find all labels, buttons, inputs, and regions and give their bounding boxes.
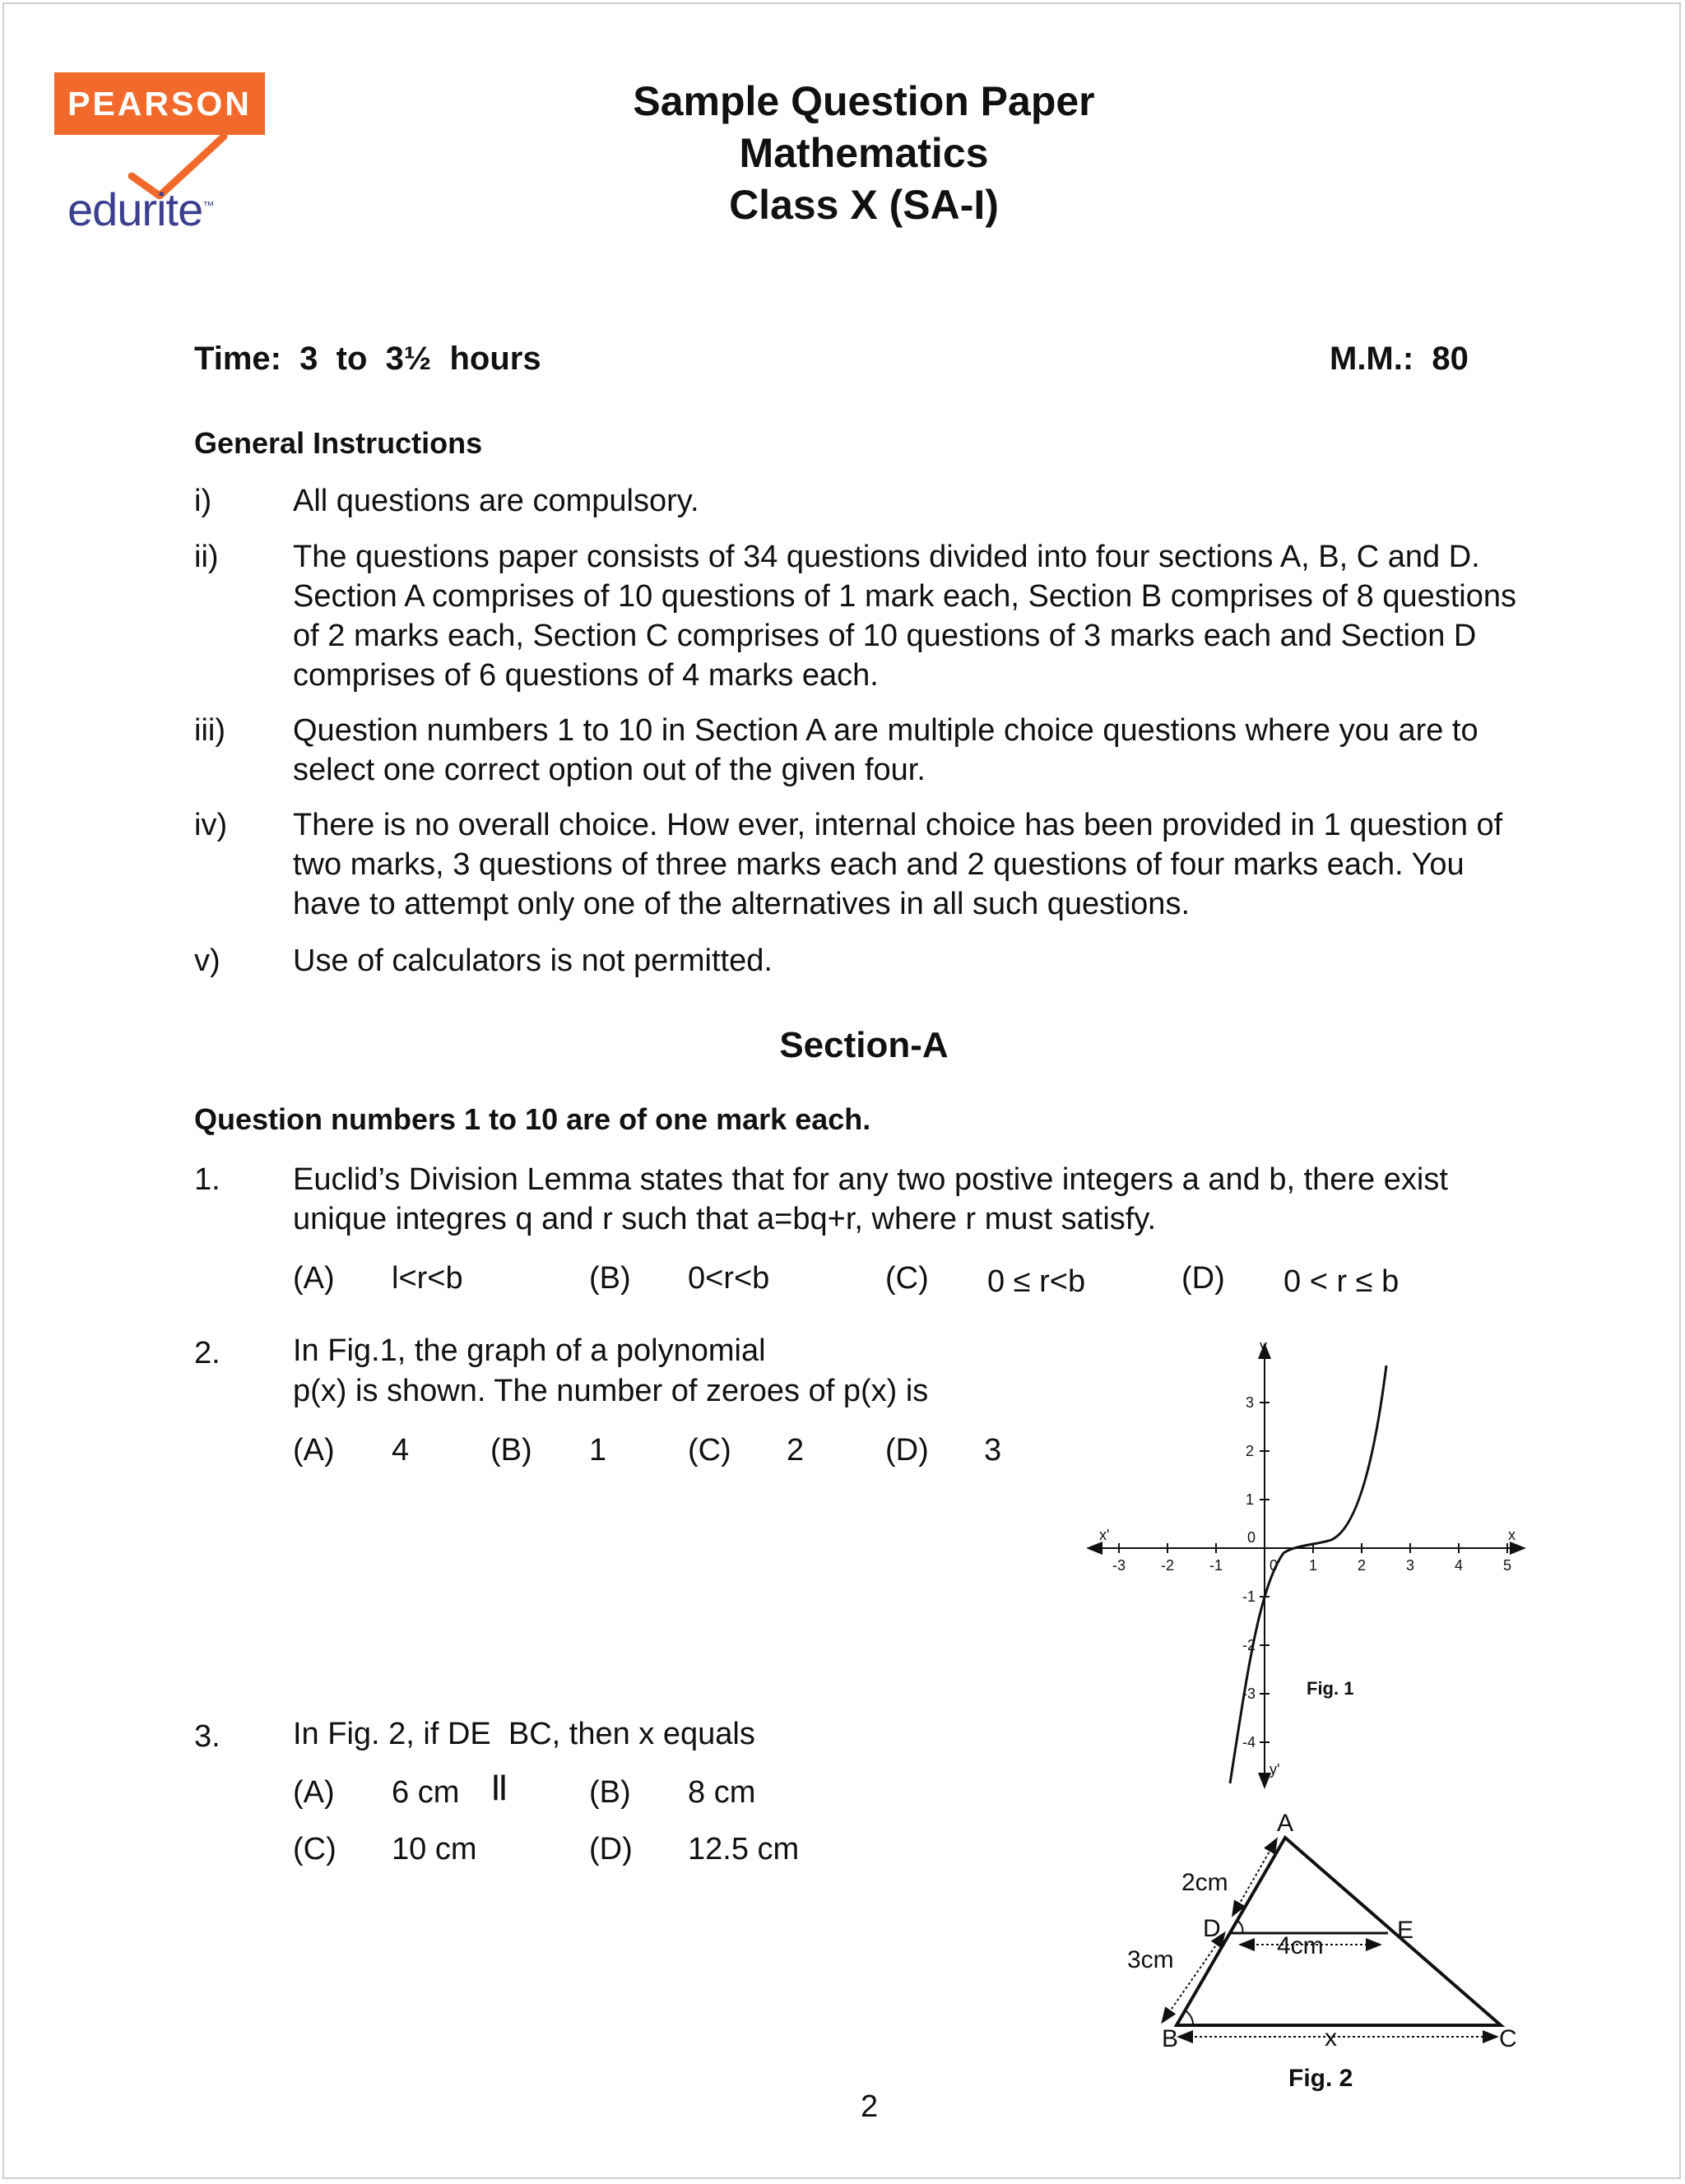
length-bc: x [1325, 2024, 1337, 2052]
class-title: Class X (SA-I) [729, 182, 999, 228]
instruction-num: iv) [194, 808, 228, 842]
option-label: (B) [589, 1775, 631, 1810]
vertex-d: D [1203, 1915, 1221, 1942]
pearson-logo: PEARSON [54, 72, 265, 135]
page-number: 2 [861, 2089, 879, 2124]
option-value: 1 [589, 1433, 607, 1468]
instruction-text: There is no overall choice. How ever, internal choice has been provided in 1 question of two marks, 3 questions of three marks each and 2 questions of four marks each. You have to attempt only one of the alternatives in all such questions. [293, 808, 1503, 921]
option-label: (D) [885, 1433, 929, 1468]
option-label: (B) [490, 1433, 532, 1468]
origin-label-b: 0 [1270, 1557, 1279, 1574]
time-allowed: Time: 3 to 3½ hours [194, 341, 541, 377]
instruction-num: i) [194, 484, 212, 518]
y-tick: 2 [1246, 1443, 1255, 1459]
vertex-b: B [1162, 2025, 1179, 2052]
option-value: 0 < r ≤ b [1283, 1264, 1400, 1299]
vertex-e: E [1397, 1917, 1414, 1944]
question-number: 1. [194, 1162, 220, 1197]
instructions-heading: General Instructions [194, 426, 483, 460]
vertex-a: A [1277, 1810, 1294, 1837]
instruction-text: The questions paper consists of 34 questions divided into four sections A, B, C and D. Section A comprises of 10 questions of 1 mark each, Section B comprises of 8 questions of 2 marks each, Section C comprises of 10 questions of 3 marks each and Section D comprises of 6 questions of 4 marks each. [293, 540, 1517, 693]
option-value: 10 cm [392, 1832, 477, 1866]
origin-label: 0 [1247, 1529, 1256, 1546]
option-label: (D) [1181, 1261, 1225, 1296]
instruction-num: ii) [194, 540, 219, 574]
triangle-abc [1177, 1838, 1501, 2025]
fig2-triangle [1111, 1810, 1539, 2106]
option-value: 0<r<b [688, 1261, 770, 1296]
vertex-c: C [1499, 2025, 1517, 2052]
option-label: (A) [293, 1261, 335, 1296]
option-label: (C) [885, 1261, 929, 1296]
x-tick: 2 [1358, 1557, 1367, 1574]
section-title: Section-A [779, 1025, 949, 1065]
option-value: 3 [984, 1433, 1002, 1468]
instruction-num: v) [194, 944, 220, 978]
length-db: 3cm [1127, 1946, 1174, 1973]
polynomial-curve [1230, 1366, 1386, 1783]
option-value: 0 ≤ r<b [987, 1264, 1086, 1299]
max-marks: M.M.: 80 [1330, 341, 1469, 377]
option-label: (A) [293, 1433, 335, 1468]
x-tick: -1 [1209, 1557, 1223, 1574]
x-prime-label: x' [1099, 1527, 1110, 1543]
x-axis-label: x [1508, 1527, 1516, 1543]
option-value: 12.5 cm [688, 1832, 800, 1866]
y-tick: -3 [1242, 1686, 1256, 1702]
question-number: 2. [194, 1336, 220, 1370]
x-tick: -3 [1112, 1557, 1126, 1574]
section-subheading: Question numbers 1 to 10 are of one mark each. [194, 1102, 871, 1136]
fig1-caption: Fig. 1 [1307, 1678, 1354, 1699]
option-value: 8 cm [688, 1775, 756, 1810]
fig2-caption: Fig. 2 [1288, 2065, 1353, 2092]
x-tick: 4 [1455, 1557, 1464, 1574]
instruction-text: Use of calculators is not permitted. [293, 944, 773, 978]
option-value: 6 cm [392, 1775, 460, 1810]
option-label: (A) [293, 1775, 335, 1810]
question-text: In Fig. 2, if DE BC, then x equals [293, 1717, 755, 1751]
paper-title: Sample Question Paper [633, 78, 1095, 124]
x-tick: 1 [1309, 1557, 1318, 1574]
instruction-text: All questions are compulsory. [293, 484, 699, 518]
y-tick: 1 [1246, 1491, 1255, 1508]
x-tick: -2 [1161, 1557, 1175, 1574]
y-tick: -4 [1242, 1734, 1256, 1750]
option-value: 4 [392, 1433, 410, 1468]
edurite-logo: edurite™ [67, 183, 214, 235]
option-label: (C) [293, 1832, 337, 1866]
y-prime-label: y' [1270, 1761, 1280, 1778]
instruction-text: Question numbers 1 to 10 in Section A are multiple choice questions where you are to select one correct option out of the given four. [293, 713, 1478, 787]
option-label: (B) [589, 1261, 631, 1296]
option-label: (C) [688, 1433, 731, 1468]
y-tick: -1 [1242, 1588, 1256, 1605]
option-label: (D) [589, 1832, 633, 1866]
option-value: l<r<b [392, 1261, 463, 1296]
question-text-line2: p(x) is shown. The number of zeroes of p(x) is [293, 1374, 929, 1408]
y-tick: -2 [1242, 1637, 1256, 1653]
length-ad: 2cm [1181, 1869, 1228, 1896]
question-text-line1: In Fig.1, the graph of a polynomial [293, 1333, 766, 1368]
instruction-num: iii) [194, 713, 225, 748]
question-number: 3. [194, 1719, 220, 1754]
y-axis-label: y [1260, 1338, 1267, 1354]
x-tick: 5 [1503, 1557, 1512, 1574]
length-de: 4cm [1277, 1932, 1324, 1959]
y-tick: 3 [1246, 1394, 1255, 1411]
fig1-graph [1070, 1333, 1530, 1793]
x-tick: 3 [1406, 1557, 1415, 1574]
subject-title: Mathematics [739, 130, 989, 176]
option-value: 2 [787, 1433, 805, 1468]
parallel-symbol: || [492, 1770, 507, 1800]
question-text: Euclid’s Division Lemma states that for any two postive integers a and b, there exist unique integres q and r such that a=bq+r, where r must satisfy. [293, 1162, 1448, 1236]
